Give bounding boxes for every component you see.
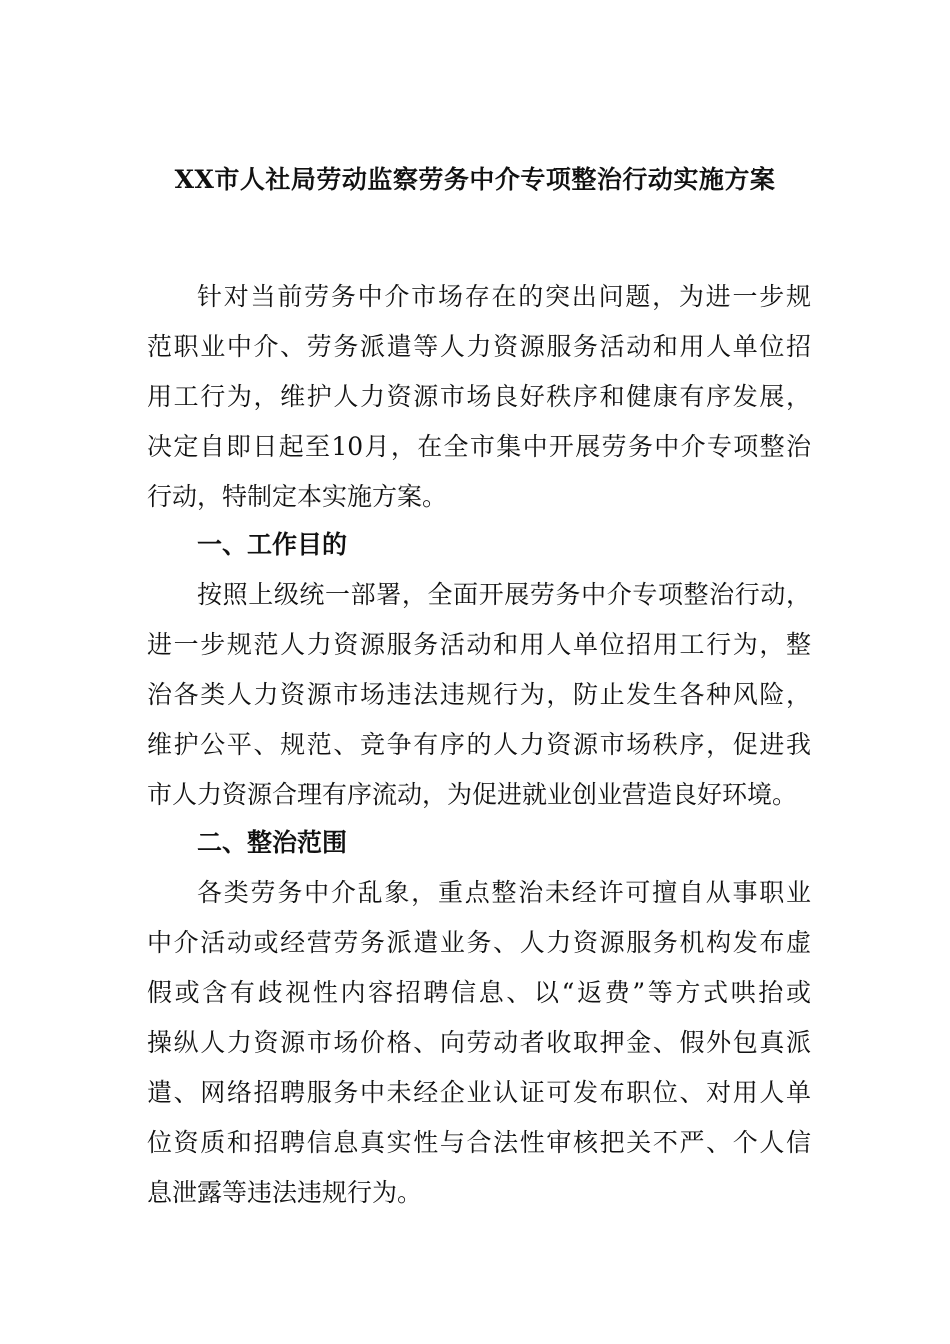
- intro-line: 决定自即日起至10月，在全市集中开展劳务中介专项整治: [147, 432, 811, 461]
- intro-line: 用工行为，维护人力资源市场良好秩序和健康有序发展，: [147, 382, 811, 411]
- section-line: 中介活动或经营劳务派遣业务、人力资源服务机构发布虚: [147, 928, 811, 957]
- intro-line: 范职业中介、劳务派遣等人力资源服务活动和用人单位招: [147, 332, 811, 361]
- intro-line: 针对当前劳务中介市场存在的突出问题，为进一步规: [197, 282, 811, 311]
- section-heading: 二、整治范围: [197, 828, 348, 857]
- section-line: 治各类人力资源市场违法违规行为，防止发生各种风险，: [147, 680, 811, 709]
- section-line: 市人力资源合理有序流动，为促进就业创业营造良好环境。: [147, 780, 798, 809]
- section-line: 各类劳务中介乱象，重点整治未经许可擅自从事职业: [197, 878, 811, 907]
- section-line: 假或含有歧视性内容招聘信息、以“返费”等方式哄抬或: [147, 978, 811, 1007]
- section-line: 进一步规范人力资源服务活动和用人单位招用工行为，整: [147, 630, 811, 659]
- section-line: 息泄露等违法违规行为。: [147, 1178, 423, 1207]
- intro-line: 行动，特制定本实施方案。: [147, 482, 448, 511]
- section-line: 操纵人力资源市场价格、向劳动者收取押金、假外包真派: [147, 1028, 811, 1057]
- section-heading: 一、工作目的: [197, 530, 348, 559]
- section-line: 按照上级统一部署，全面开展劳务中介专项整治行动，: [197, 580, 811, 609]
- section-line: 维护公平、规范、竞争有序的人力资源市场秩序，促进我: [147, 730, 811, 759]
- document-title: XX市人社局劳动监察劳务中介专项整治行动实施方案: [174, 165, 776, 194]
- section-line: 位资质和招聘信息真实性与合法性审核把关不严、个人信: [147, 1128, 811, 1157]
- section-line: 遣、网络招聘服务中未经企业认证可发布职位、对用人单: [147, 1078, 811, 1107]
